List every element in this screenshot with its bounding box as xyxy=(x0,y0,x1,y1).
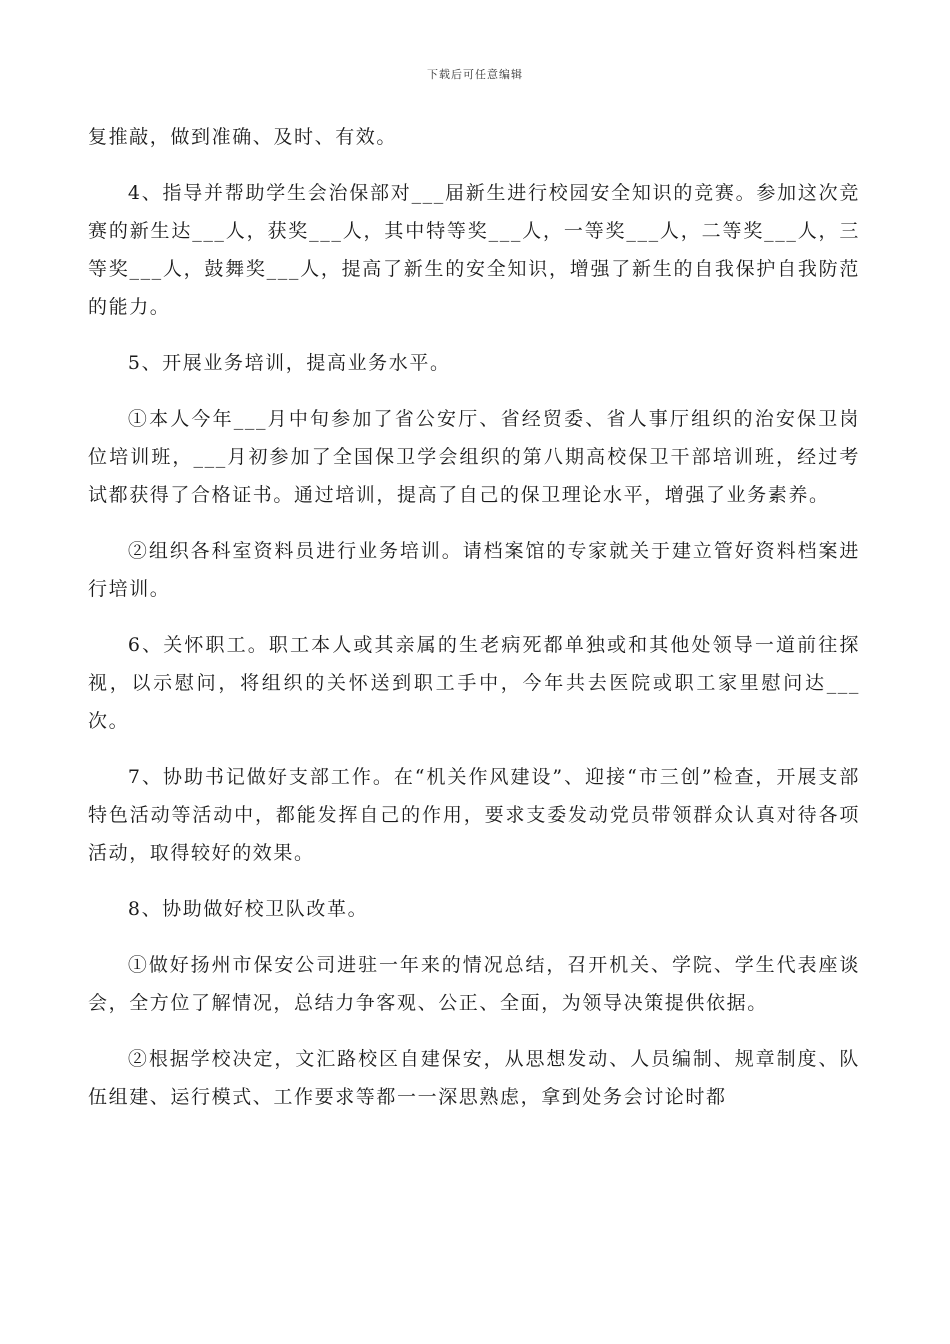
paragraph-7: 8、协助做好校卫队改革。 xyxy=(127,898,369,920)
paragraph-2: 5、开展业务培训，提高业务水平。 xyxy=(127,352,451,374)
paragraph-4: ②组织各科室资料员进行业务培训。请档案馆的专家就关于建立管好资料档案进行培训。 xyxy=(88,540,860,600)
paragraph-9: ②根据学校决定，文汇路校区自建保安，从思想发动、人员编制、规章制度、队伍组建、运行模式、工作要求等都一一深思熟虑，拿到处务会讨论时都 xyxy=(88,1048,860,1108)
paragraph-5: 6、关怀职工。职工本人或其亲属的生老病死都单独或和其他处领导一道前往探视，以示慰问，将组织的关怀送到职工手中，今年共去医院或职工家里慰问达___次。 xyxy=(88,634,860,732)
paragraph-1: 4、指导并帮助学生会治保部对___届新生进行校园安全知识的竞赛。参加这次竞赛的新生达___人，获奖___人，其中特等奖___人，一等奖___人，二等奖___人，三等奖___人，鼓舞奖___人，提高了新生的安全知识，增强了新生的自我保护自我防范的能力。 xyxy=(88,182,860,318)
paragraph-6: 7、协助书记做好支部工作。在“机关作风建设”、迎接“市三创”检查，开展支部特色活动等活动中，都能发挥自己的作用，要求支委发动党员带领群众认真对待各项活动，取得较好的效果。 xyxy=(88,766,860,864)
document-body xyxy=(88,118,860,1134)
page-header: 下载后可任意编辑 xyxy=(427,68,523,81)
paragraph-3: ①本人今年___月中旬参加了省公安厅、省经贸委、省人事厅组织的治安保卫岗位培训班，___月初参加了全国保卫学会组织的第八期高校保卫干部培训班，经过考试都获得了合格证书。通过培训，提高了自己的保卫理论水平，增强了业务素养。 xyxy=(88,408,860,506)
paragraph-0: 复推敲，做到准确、及时、有效。 xyxy=(88,126,398,148)
paragraph-8: ①做好扬州市保安公司进驻一年来的情况总结，召开机关、学院、学生代表座谈会，全方位了解情况，总结力争客观、公正、全面，为领导决策提供依据。 xyxy=(88,954,860,1014)
